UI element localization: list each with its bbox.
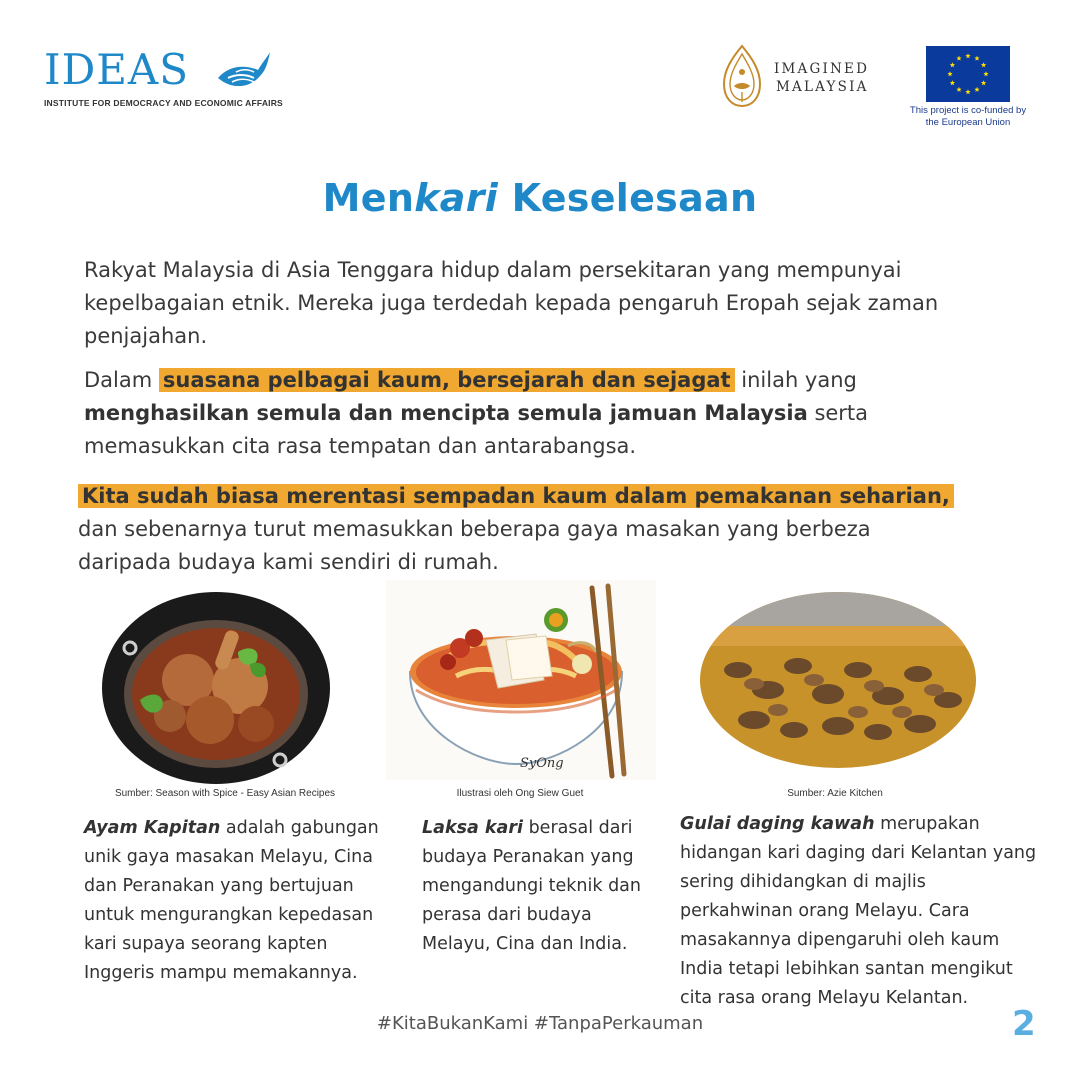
dish2-caption — [422, 814, 660, 959]
ideas-subtitle: INSTITUTE FOR DEMOCRACY AND ECONOMIC AFFAIRS — [44, 98, 283, 108]
dish2-text: berasal dari budaya Peranakan yang mengandungi teknik dan perasa dari budaya Melayu, Cina dan India. — [422, 818, 641, 954]
imagined-line1: IMAGINED — [774, 61, 870, 77]
p2-text-b: inilah yang — [734, 368, 857, 392]
imagined-malaysia-logo — [722, 44, 892, 108]
bird-icon — [214, 48, 272, 94]
p2-text-c: serta memasukkan cita rasa tempatan dan antarabangsa. — [84, 401, 869, 458]
dish3-source: Sumber: Azie Kitchen — [787, 788, 883, 799]
wayang-emblem-icon — [722, 44, 762, 108]
page-number: 2 — [1012, 1004, 1036, 1044]
dish3-name: Gulai daging kawah — [680, 814, 875, 834]
eu-flag-icon — [926, 46, 1010, 102]
dish2-source: Ilustrasi oleh Ong Siew Guet — [456, 788, 584, 799]
p2-bold: menghasilkan semula dan mencipta semula jamuan Malaysia — [84, 401, 808, 425]
page-title — [0, 176, 1080, 220]
context-paragraph — [84, 364, 964, 463]
p2-text-a: Dalam — [84, 368, 159, 392]
crossing-paragraph — [78, 480, 958, 579]
imagined-malaysia-text — [774, 60, 869, 96]
dish1-name: Ayam Kapitan — [84, 818, 221, 838]
hashtags: #KitaBukanKami #TanpaPerkauman — [376, 1013, 704, 1034]
laksa-illustration — [386, 580, 656, 780]
p3-rest: dan sebenarnya turut memasukkan beberapa gaya masakan yang berbeza daripada budaya kami sendiri di rumah. — [78, 517, 871, 574]
gulai-daging-photo — [698, 590, 978, 770]
intro-paragraph: Rakyat Malaysia di Asia Tenggara hidup dalam persekitaran yang mempunyai kepelbagaian etnik. Mereka juga terdedah kepada pengaruh Eropah sejak zaman penjajahan. — [84, 258, 939, 348]
title-part1: Men — [322, 176, 415, 220]
ideas-logo-text: IDEAS — [44, 45, 190, 94]
p3-highlight: Kita sudah biasa merentasi sempadan kaum dalam pemakanan seharian, — [78, 484, 954, 508]
dish3-caption — [680, 810, 1040, 1013]
eu-note-line2: the European Union — [925, 117, 1011, 128]
eu-note-line1: This project is co-funded by — [909, 105, 1027, 116]
title-part2: kari — [414, 176, 499, 220]
p2-highlight: suasana pelbagai kaum, bersejarah dan sejagat — [159, 368, 735, 392]
title-part3: Keselesaan — [498, 176, 758, 220]
dish1-caption — [84, 814, 394, 988]
dish1-source: Sumber: Season with Spice - Easy Asian Recipes — [114, 788, 336, 799]
illustration-signature: SyOng — [520, 756, 564, 771]
ayam-kapitan-photo — [100, 590, 332, 786]
dish3-text: merupakan hidangan kari daging dari Kelantan yang sering dihidangkan di majlis perkahwinan orang Melayu. Cara masakannya dipengaruhi oleh kaum India tetapi lebihkan santan mengikut cita rasa orang Melayu Kelantan. — [680, 814, 1037, 1008]
ideas-logo — [44, 46, 284, 116]
imagined-line2: MALAYSIA — [776, 79, 869, 95]
eu-cofund-note — [896, 105, 1040, 129]
dish1-text: adalah gabungan unik gaya masakan Melayu, Cina dan Peranakan yang bertujuan untuk mengurangkan kepedasan kari supaya seorang kapten Inggeris mampu memakannya. — [84, 818, 379, 983]
dish2-name: Laksa kari — [422, 818, 523, 838]
